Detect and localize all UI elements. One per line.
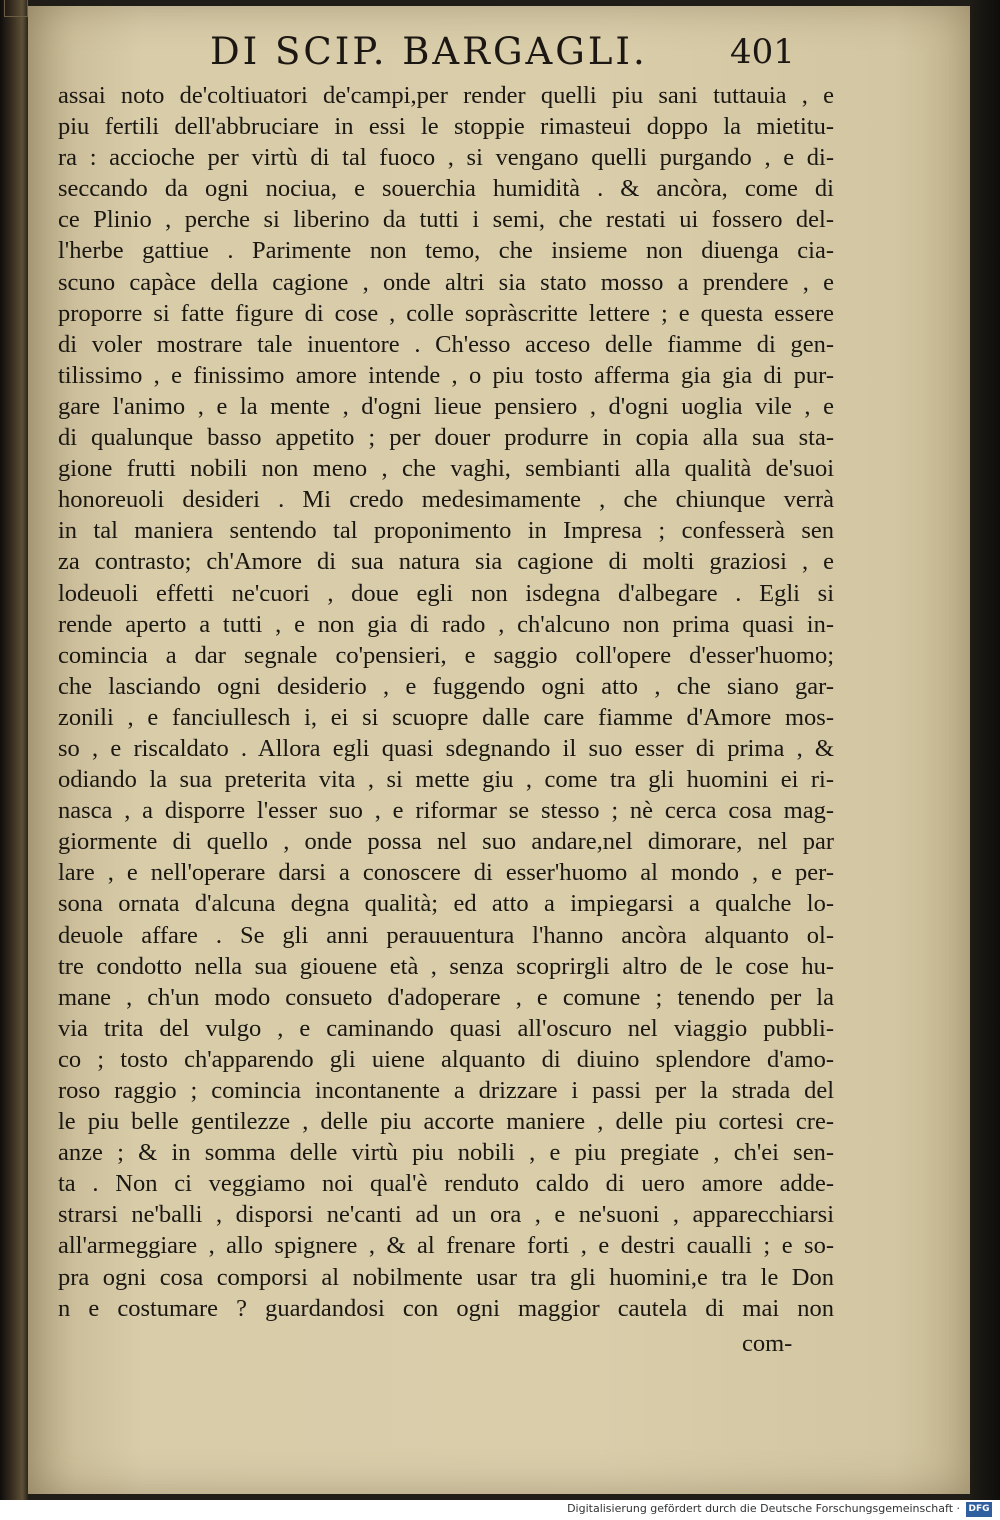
text-line: zonili , e fanciullesch i, ei si scuopre dalle care fiamme d'Amore mos- [58, 703, 834, 731]
body-text [58, 80, 834, 1324]
text-line: piu fertili dell'abbruciare in essi le stoppie rimasteui doppo la mietitu- [58, 113, 834, 141]
text-line: ra : accioche per virtù di tal fuoco , si vengano quelli purgando , e di- [58, 144, 834, 172]
text-line: di voler mostrare tale inuentore . Ch'esso acceso delle fiamme di gen- [58, 330, 834, 358]
text-line: comincia a dar segnale co'pensieri, e saggio coll'opere d'esser'huomo; [58, 641, 834, 669]
text-line: seccando da ogni nociua, e souerchia humidità . & ancòra, come di [58, 175, 834, 203]
binding-corner-mark [4, 0, 28, 17]
text-line: proporre si fatte figure di cose , colle sopràscritte lettere ; e questa essere [58, 299, 834, 327]
dfg-logo: DFG [966, 1502, 992, 1517]
text-line: lodeuoli effetti ne'cuori , doue egli non isdegna d'albegare . Egli si [58, 579, 834, 607]
book-binding-edge [0, 0, 28, 1520]
text-line: assai noto de'coltiuatori de'campi,per render quelli piu sani tuttauia , e [58, 82, 834, 109]
text-line: deuole affare . Se gli anni perauuentura l'hanno ancòra alquanto ol- [58, 921, 834, 949]
text-line: giormente di quello , onde possa nel suo andare,nel dimorare, nel par [58, 828, 834, 856]
text-line: rende aperto a tutti , e non gia di rado , ch'alcuno non prima quasi in- [58, 610, 834, 638]
text-line: gione frutti nobili non meno , che vaghi, sembianti alla qualità de'suoi [58, 455, 834, 483]
text-line: honoreuoli desideri . Mi credo medesimamente , che chiunque verrà [58, 486, 834, 514]
text-line: sona ornata d'alcuna degna qualità; ed atto a impiegarsi a qualche lo- [58, 890, 834, 918]
text-line: le piu belle gentilezze , delle piu accorte maniere , delle piu cortesi cre- [58, 1108, 834, 1136]
text-line: che lasciando ogni desiderio , e fuggendo ogni atto , che siano gar- [58, 672, 834, 700]
text-line: anze ; & in somma delle virtù piu nobili , e piu pregiate , ch'ei sen- [58, 1139, 834, 1167]
text-line: tre condotto nella sua giouene età , senza scoprirgli altro de le cose hu- [58, 952, 834, 980]
text-line: nasca , a disporre l'esser suo , e riformar se stesso ; nè cerca cosa mag- [58, 797, 834, 825]
text-line: za contrasto; ch'Amore di sua natura sia cagione di molti graziosi , e [58, 548, 834, 576]
text-line: mane , ch'un modo consueto d'adoperare , e comune ; tenendo per la [58, 983, 834, 1011]
catchword: com- [742, 1330, 793, 1357]
text-line: ta . Non ci veggiamo noi qual'è renduto caldo di uero amore adde- [58, 1170, 834, 1198]
footer-credit: Digitalisierung gefördert durch die Deutsche Forschungsgemeinschaft · [567, 1502, 960, 1515]
text-line: lare , e nell'operare darsi a conoscere di esser'huomo al mondo , e per- [58, 859, 834, 887]
text-line: tilissimo , e finissimo amore intende , o piu tosto afferma gia gia di pur- [58, 361, 834, 389]
running-head: DI SCIP. BARGAGLI. [210, 30, 648, 73]
text-line: di qualunque basso appetito ; per douer produrre in copia alla sua sta- [58, 424, 834, 452]
text-line: l'herbe gattiue . Parimente non temo, che insieme non diuenga cia- [58, 237, 834, 265]
scan-background-right [970, 0, 1000, 1500]
page-number: 401 [730, 32, 795, 72]
text-line: via trita del vulgo , e caminando quasi all'oscuro nel viaggio pubbli- [58, 1014, 834, 1042]
text-line: n e costumare ? guardandosi con ogni maggior cautela di mai non [58, 1294, 834, 1322]
text-line: strarsi ne'balli , disporsi ne'canti ad un ora , e ne'suoni , apparecchiarsi [58, 1201, 834, 1229]
text-line: co ; tosto ch'apparendo gli uiene alquanto di diuino splendore d'amo- [58, 1045, 834, 1073]
text-line: scuno capàce della cagione , onde altri sia stato mosso a prendere , e [58, 268, 834, 296]
text-line: all'armeggiare , allo spignere , & al frenare forti , e destri caualli ; e so- [58, 1232, 834, 1260]
text-line: so , e riscaldato . Allora egli quasi sdegnando il suo esser di prima , & [58, 734, 834, 762]
text-line: roso raggio ; comincia incontanente a drizzare i passi per la strada del [58, 1077, 834, 1104]
text-line: odiando la sua preterita vita , si mette giu , come tra gli huomini ei ri- [58, 766, 834, 794]
text-line: pra ogni cosa comporsi al nobilmente usar tra gli huomini,e tra le Don [58, 1263, 834, 1291]
text-line: in tal maniera sentendo tal proponimento in Impresa ; confesserà sen [58, 517, 834, 545]
text-line: ce Plinio , perche si liberino da tutti i semi, che restati ui fossero del- [58, 206, 834, 234]
text-line: gare l'animo , e la mente , d'ogni lieue pensiero , d'ogni uoglia vile , e [58, 392, 834, 420]
